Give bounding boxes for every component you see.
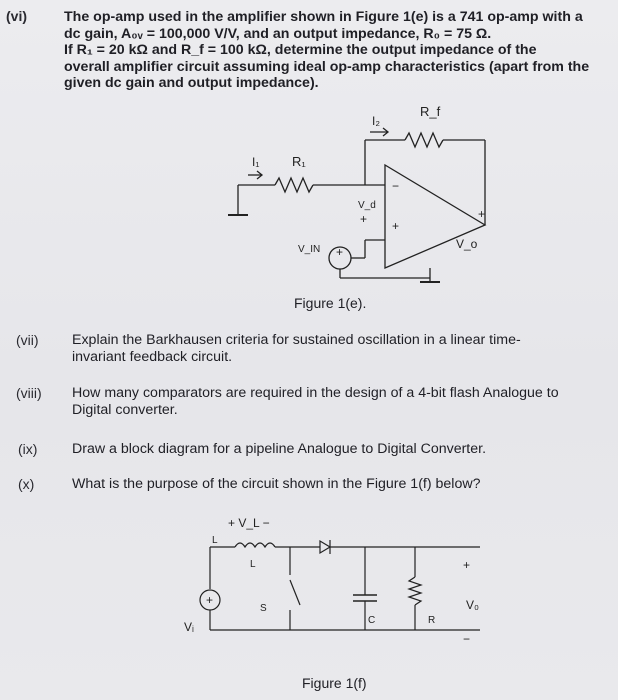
label-plus-vd: +: [360, 212, 368, 226]
question-vii-line-1: Explain the Barkhausen criteria for sustained oscillation in a linear time-: [72, 332, 521, 348]
question-number-vi: (vi): [6, 8, 27, 24]
label-vd: V_d: [358, 200, 376, 211]
figure-1f-circuit: [180, 505, 500, 670]
question-vi-line-2: dc gain, A₀ᵥ = 100,000 V/V, and an output impedance, R₀ = 75 Ω.: [64, 25, 492, 42]
figure-1e-circuit: [220, 100, 510, 295]
label-rf: R_f: [420, 104, 441, 119]
label-vin-plus: +: [336, 245, 344, 259]
question-vii-line-2: invariant feedback circuit.: [72, 348, 233, 365]
question-x-line-1: What is the purpose of the circuit shown in the Figure 1(f) below?: [72, 476, 481, 492]
question-ix-text: [72, 441, 486, 458]
question-number-vii: (vii): [16, 332, 39, 348]
question-vi-line-5: given dc gain and output impedance).: [64, 75, 319, 92]
label-i1: I₁: [252, 155, 260, 169]
question-viii-text: [72, 385, 559, 418]
label-r1: R₁: [292, 154, 306, 169]
label-i2: I₂: [372, 114, 380, 128]
question-ix-line-1: Draw a block diagram for a pipeline Analogue to Digital Converter.: [72, 441, 487, 457]
figure-1e-caption: Figure 1(e).: [294, 295, 367, 311]
question-number-ix: (ix): [18, 441, 38, 457]
label-l: L: [250, 559, 256, 570]
question-x-text: [72, 476, 481, 493]
question-viii-line-1: How many comparators are required in the design of a 4-bit flash Analogue to: [72, 385, 559, 401]
label-vo-plus: +: [463, 558, 471, 572]
label-s: S: [260, 603, 267, 614]
label-minus-inverting: −: [392, 179, 400, 193]
question-viii-line-2: Digital converter.: [72, 401, 178, 418]
label-vo-minus: −: [463, 632, 471, 646]
label-plus-noninverting: +: [392, 219, 400, 233]
question-vi-line-3: If R₁ = 20 kΩ and R_f = 100 kΩ, determine the output impedance of the: [64, 42, 537, 59]
question-vi-text: [64, 9, 589, 92]
question-vi-line-1: The op-amp used in the amplifier shown in Figure 1(e) is a 741 op-amp with a: [64, 9, 583, 25]
question-vii-text: [72, 332, 521, 365]
label-vo: V_o: [456, 237, 478, 251]
question-vi-line-4: overall amplifier circuit assuming ideal op-amp characteristics (apart from the: [64, 58, 590, 75]
label-vl: + V_L −: [228, 516, 270, 530]
label-source-plus: +: [206, 593, 214, 607]
label-vi: Vᵢ: [184, 620, 194, 634]
label-l-top: L: [212, 535, 218, 546]
question-number-viii: (viii): [16, 385, 42, 401]
label-r: R: [428, 615, 436, 626]
question-number-x: (x): [18, 476, 35, 492]
figure-1f-caption: Figure 1(f): [302, 675, 367, 691]
label-c: C: [368, 615, 376, 626]
label-vo-plus: +: [478, 207, 486, 221]
label-vin: V_IN: [298, 244, 321, 255]
label-vo: V₀: [466, 598, 479, 612]
